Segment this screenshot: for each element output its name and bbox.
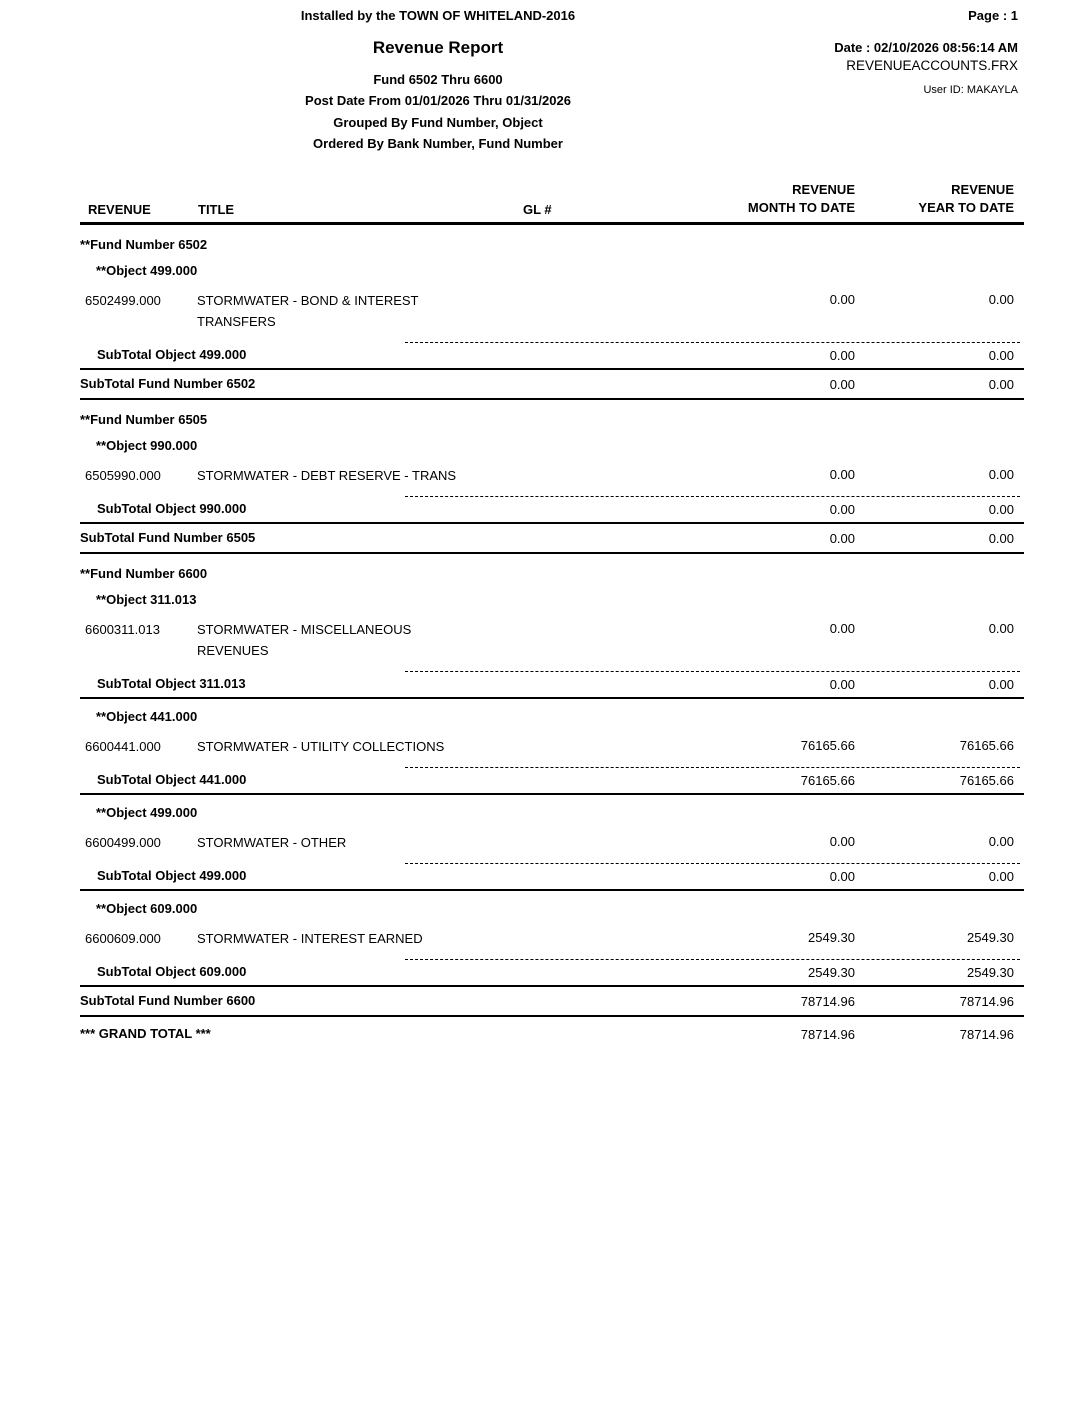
amount-year-to-date: 2549.30 — [967, 930, 1014, 945]
object-header-label: **Object 609.000 — [96, 901, 198, 916]
account-title-line: STORMWATER - OTHER — [197, 835, 347, 850]
account-number: 6600499.000 — [85, 835, 161, 850]
account-row — [80, 725, 1024, 757]
amount-month-to-date: 76165.66 — [800, 773, 855, 788]
table-body — [80, 225, 1024, 1042]
amount-year-to-date: 0.00 — [988, 502, 1014, 517]
account-title-line: STORMWATER - DEBT RESERVE - TRANS — [197, 468, 457, 483]
dashed-separator — [405, 863, 1020, 864]
fund-header-row — [80, 225, 1024, 253]
subtotal-object-row — [80, 342, 1024, 370]
amount-month-to-date: 0.00 — [829, 292, 855, 307]
subtotal-object-row — [80, 863, 1024, 891]
amount-year-to-date: 0.00 — [988, 869, 1014, 884]
dashed-separator — [405, 496, 1020, 497]
grouped-by-line: Grouped By Fund Number, Object — [333, 115, 543, 130]
object-header-row — [80, 699, 1024, 725]
col-header-gl: GL # — [523, 202, 552, 217]
amount-year-to-date: 78714.96 — [959, 994, 1014, 1009]
col-header-title: TITLE — [198, 202, 235, 217]
account-title-line: REVENUES — [197, 643, 269, 658]
object-header-label: **Object 441.000 — [96, 709, 198, 724]
subtotal-fund-label: SubTotal Fund Number 6505 — [80, 530, 256, 545]
amount-month-to-date: 2549.30 — [808, 930, 855, 945]
amount-year-to-date: 0.00 — [988, 531, 1014, 546]
object-header-label: **Object 499.000 — [96, 263, 198, 278]
subtotal-object-row — [80, 671, 1024, 699]
subtotal-fund-row — [80, 524, 1024, 554]
subtotal-fund-label: SubTotal Fund Number 6502 — [80, 376, 256, 391]
subtotal-object-label: SubTotal Object 990.000 — [97, 501, 247, 516]
report-filename: REVENUEACCOUNTS.FRX — [846, 58, 1018, 73]
report-header-center — [138, 8, 738, 152]
subtotal-object-label: SubTotal Object 441.000 — [97, 772, 247, 787]
grand-total-row — [80, 1017, 1024, 1042]
subtotal-object-label: SubTotal Object 499.000 — [97, 868, 247, 883]
amount-month-to-date: 0.00 — [829, 621, 855, 636]
subtotal-object-row — [80, 496, 1024, 524]
amount-month-to-date: 0.00 — [829, 869, 855, 884]
account-row — [80, 279, 1024, 332]
grand-total-label: *** GRAND TOTAL *** — [80, 1026, 211, 1041]
dashed-separator — [405, 959, 1020, 960]
account-row — [80, 454, 1024, 486]
subtotal-fund-row — [80, 370, 1024, 400]
account-title-line: STORMWATER - INTEREST EARNED — [197, 931, 423, 946]
account-row — [80, 821, 1024, 853]
account-title — [197, 619, 627, 661]
account-number: 6600441.000 — [85, 739, 161, 754]
amount-month-to-date: 0.00 — [829, 531, 855, 546]
amount-year-to-date: 2549.30 — [967, 965, 1014, 980]
subtotal-object-row — [80, 767, 1024, 795]
object-header-row — [80, 582, 1024, 608]
account-title-line: STORMWATER - MISCELLANEOUS — [197, 622, 412, 637]
post-date-range-line: Post Date From 01/01/2026 Thru 01/31/2026 — [305, 93, 571, 108]
account-title-line: STORMWATER - UTILITY COLLECTIONS — [197, 739, 445, 754]
amount-year-to-date: 76165.66 — [959, 773, 1014, 788]
object-header-label: **Object 499.000 — [96, 805, 198, 820]
col-header-mtd-line1: REVENUE — [792, 182, 855, 197]
dashed-separator — [405, 671, 1020, 672]
fund-range-line: Fund 6502 Thru 6600 — [373, 72, 503, 87]
account-title — [197, 832, 627, 853]
object-header-row — [80, 795, 1024, 821]
user-id: User ID: MAKAYLA — [923, 84, 1018, 96]
account-title-line: TRANSFERS — [197, 314, 276, 329]
account-row — [80, 608, 1024, 661]
account-number: 6600311.013 — [85, 622, 160, 637]
col-header-revenue: REVENUE — [88, 202, 151, 217]
dashed-separator — [405, 342, 1020, 343]
amount-month-to-date: 2549.30 — [808, 965, 855, 980]
subtotal-object-label: SubTotal Object 609.000 — [97, 964, 247, 979]
amount-month-to-date: 0.00 — [829, 348, 855, 363]
col-header-month-to-date — [748, 181, 855, 217]
object-header-label: **Object 990.000 — [96, 438, 198, 453]
object-header-row — [80, 891, 1024, 917]
table-header — [80, 174, 1024, 225]
amount-month-to-date: 76165.66 — [800, 738, 855, 753]
amount-year-to-date: 0.00 — [988, 677, 1014, 692]
amount-year-to-date: 76165.66 — [959, 738, 1014, 753]
amount-month-to-date: 78714.96 — [800, 1027, 855, 1042]
amount-year-to-date: 0.00 — [988, 292, 1014, 307]
dashed-separator — [405, 767, 1020, 768]
account-title — [197, 928, 627, 949]
account-row — [80, 917, 1024, 949]
amount-year-to-date: 0.00 — [988, 377, 1014, 392]
object-header-label: **Object 311.013 — [96, 592, 197, 607]
account-title — [197, 465, 627, 486]
subtotal-object-label: SubTotal Object 499.000 — [97, 347, 247, 362]
account-number: 6600609.000 — [85, 931, 161, 946]
col-header-year-to-date — [918, 181, 1014, 217]
object-header-row — [80, 253, 1024, 279]
account-title-line: STORMWATER - BOND & INTEREST — [197, 293, 419, 308]
amount-month-to-date: 0.00 — [829, 677, 855, 692]
fund-header-label: **Fund Number 6505 — [80, 412, 208, 427]
fund-header-row — [80, 400, 1024, 428]
subtotal-object-row — [80, 959, 1024, 987]
subtotal-fund-label: SubTotal Fund Number 6600 — [80, 993, 256, 1008]
amount-year-to-date: 78714.96 — [959, 1027, 1014, 1042]
account-title — [197, 290, 627, 332]
col-header-ytd-line2: YEAR TO DATE — [918, 200, 1014, 215]
amount-month-to-date: 0.00 — [829, 834, 855, 849]
object-header-row — [80, 428, 1024, 454]
amount-month-to-date: 0.00 — [829, 467, 855, 482]
fund-header-label: **Fund Number 6502 — [80, 237, 208, 252]
page-number: Page : 1 — [968, 8, 1018, 23]
amount-month-to-date: 0.00 — [829, 377, 855, 392]
amount-year-to-date: 0.00 — [988, 467, 1014, 482]
report-title: Revenue Report — [372, 38, 504, 57]
fund-header-label: **Fund Number 6600 — [80, 566, 208, 581]
amount-year-to-date: 0.00 — [988, 834, 1014, 849]
account-number: 6502499.000 — [85, 293, 161, 308]
col-header-ytd-line1: REVENUE — [951, 182, 1014, 197]
installed-by-line: Installed by the TOWN OF WHITELAND-2016 — [300, 8, 576, 23]
amount-month-to-date: 0.00 — [829, 502, 855, 517]
amount-year-to-date: 0.00 — [988, 348, 1014, 363]
report-datetime: Date : 02/10/2026 08:56:14 AM — [834, 40, 1018, 55]
subtotal-object-label: SubTotal Object 311.013 — [97, 676, 246, 691]
fund-header-row — [80, 554, 1024, 582]
col-header-mtd-line2: MONTH TO DATE — [747, 200, 855, 215]
ordered-by-line: Ordered By Bank Number, Fund Number — [313, 136, 563, 151]
account-title — [197, 736, 627, 757]
amount-month-to-date: 78714.96 — [800, 994, 855, 1009]
account-number: 6505990.000 — [85, 468, 161, 483]
report-header-right — [834, 8, 1018, 98]
amount-year-to-date: 0.00 — [988, 621, 1014, 636]
subtotal-fund-row — [80, 987, 1024, 1017]
